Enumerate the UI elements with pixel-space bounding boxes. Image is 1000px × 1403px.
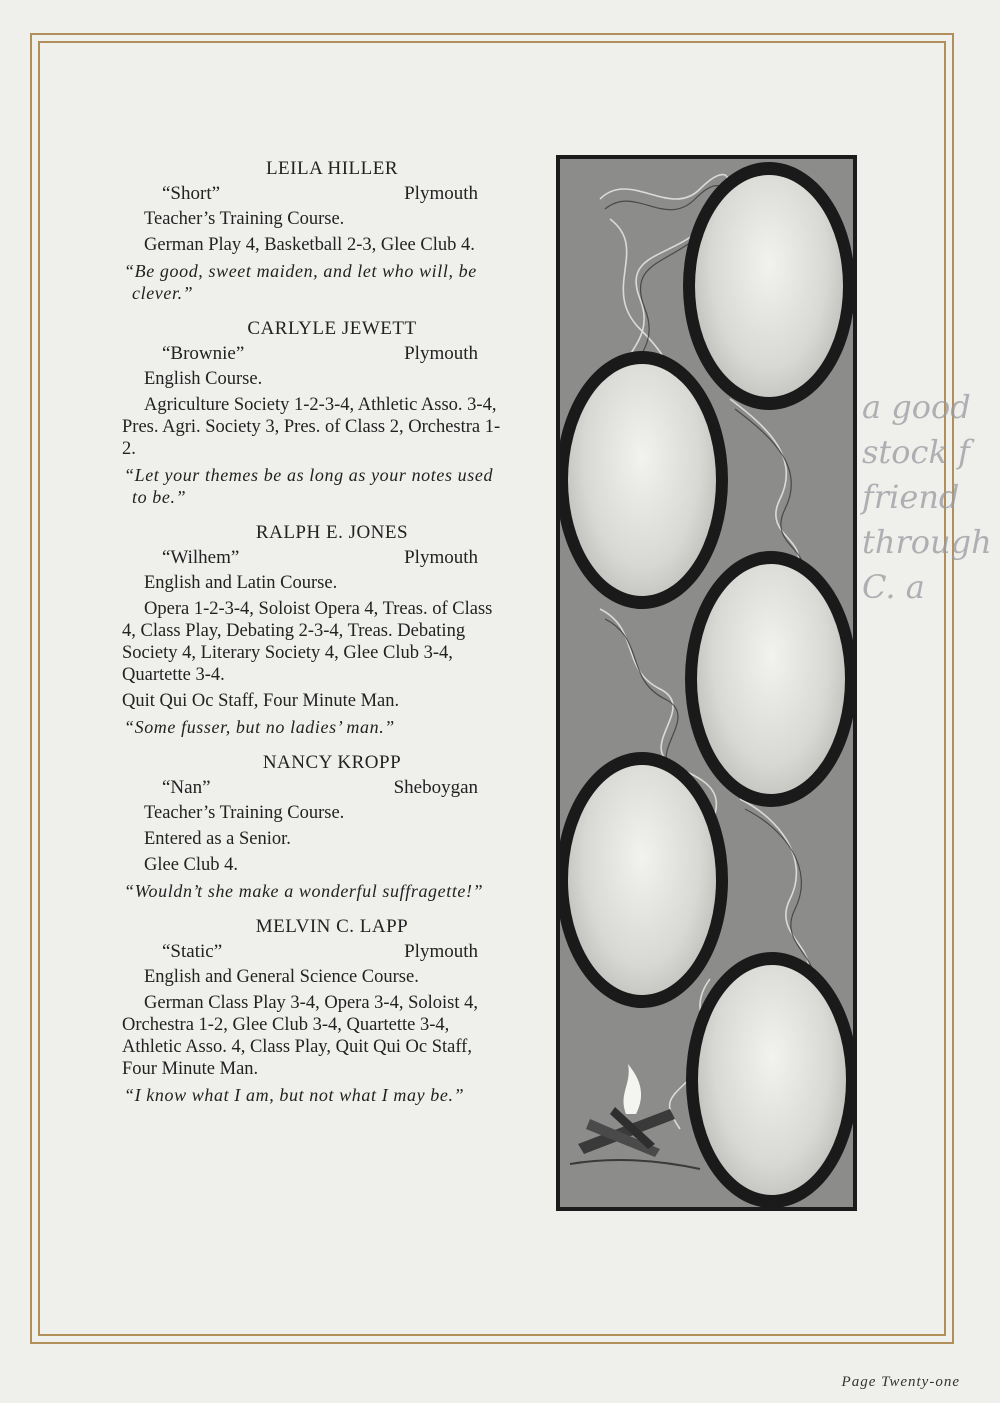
student-name: LEILA HILLER — [265, 158, 399, 179]
senior-entries — [122, 158, 502, 1120]
course: English and Latin Course. — [144, 573, 338, 593]
student-name: CARLYLE JEWETT — [247, 318, 417, 339]
portrait-melvin-lapp — [698, 965, 846, 1195]
hometown: Plymouth — [404, 941, 478, 962]
quote: “Wouldn’t she make a wonderful suffragette!” — [124, 881, 484, 901]
portrait-nancy-kropp — [568, 765, 716, 995]
nickname: “Wilhem” — [162, 547, 240, 568]
hometown: Plymouth — [404, 183, 478, 204]
activities: Opera 1-2-3-4, Soloist Opera 4, Treas. of Class 4, Class Play, Debating 2-3-4, Treas. Debating Society 4, Literary Society 4, Glee Club 3-4, Quartette 3-4. — [122, 599, 493, 685]
portrait-frame-ralph-jones — [685, 551, 857, 807]
portrait-frame-nancy-kropp — [556, 752, 728, 1008]
portrait-carlyle-jewett — [568, 364, 716, 596]
handwriting-line: a good — [862, 388, 971, 426]
nickname-row — [162, 777, 478, 799]
portrait-frame-carlyle-jewett — [556, 351, 728, 609]
page-number: Page Twenty-one — [841, 1374, 960, 1390]
handwriting-line: stock f — [862, 433, 970, 471]
quote: “Some fusser, but no ladies’ man.” — [124, 717, 395, 737]
entry-nancy-kropp — [122, 752, 502, 902]
quote: “I know what I am, but not what I may be.” — [124, 1085, 465, 1105]
campfire-icon — [570, 1064, 700, 1169]
handwriting-line: C. a — [862, 568, 925, 606]
student-name: NANCY KROPP — [262, 752, 402, 773]
nickname-row — [162, 547, 478, 569]
entry-leila-hiller — [122, 158, 502, 304]
activities-continued: Quit Qui Oc Staff, Four Minute Man. — [122, 691, 400, 711]
student-name: MELVIN C. LAPP — [255, 916, 409, 937]
entry-carlyle-jewett — [122, 318, 502, 508]
activities: German Play 4, Basketball 2-3, Glee Club 4. — [144, 235, 475, 255]
course: Teacher’s Training Course. — [144, 803, 345, 823]
nickname-row — [162, 343, 478, 365]
entry-ralph-jones — [122, 522, 502, 738]
activities: German Class Play 3-4, Opera 3-4, Soloist 4, Orchestra 1-2, Glee Club 3-4, Quartette 3-4, Athletic Asso. 4, Class Play, Quit Qui Oc Staff, Four Minute Man. — [122, 993, 478, 1079]
portrait-ralph-jones — [697, 564, 845, 794]
student-name: RALPH E. JONES — [255, 522, 409, 543]
nickname: “Short” — [162, 183, 221, 204]
portrait-frame-melvin-lapp — [686, 952, 857, 1208]
quote: “Let your themes be as long as your notes used to be.” — [124, 465, 494, 507]
hometown: Plymouth — [404, 343, 478, 364]
handwriting-line: through — [862, 523, 992, 561]
handwritten-note — [862, 385, 1000, 610]
nickname: “Brownie” — [162, 343, 245, 364]
activities: Agriculture Society 1-2-3-4, Athletic Asso. 3-4, Pres. Agri. Society 3, Pres. of Class 2, Orchestra 1-2. — [122, 395, 501, 459]
portrait-strip — [556, 155, 857, 1211]
nickname: “Static” — [162, 941, 223, 962]
hometown: Plymouth — [404, 547, 478, 568]
portrait-frame-leila-hiller — [683, 162, 855, 410]
handwriting-line: friend — [862, 478, 960, 516]
activities-continued: Glee Club 4. — [144, 855, 239, 875]
portrait-leila-hiller — [695, 175, 843, 397]
nickname: “Nan” — [162, 777, 211, 798]
course: English Course. — [144, 369, 263, 389]
entry-melvin-lapp — [122, 916, 502, 1106]
quote: “Be good, sweet maiden, and let who will, be clever.” — [124, 261, 477, 303]
nickname-row — [162, 941, 478, 963]
course: Teacher’s Training Course. — [144, 209, 345, 229]
activities: Entered as a Senior. — [144, 829, 291, 849]
nickname-row — [162, 183, 478, 205]
hometown: Sheboygan — [393, 777, 478, 798]
course: English and General Science Course. — [144, 967, 419, 987]
